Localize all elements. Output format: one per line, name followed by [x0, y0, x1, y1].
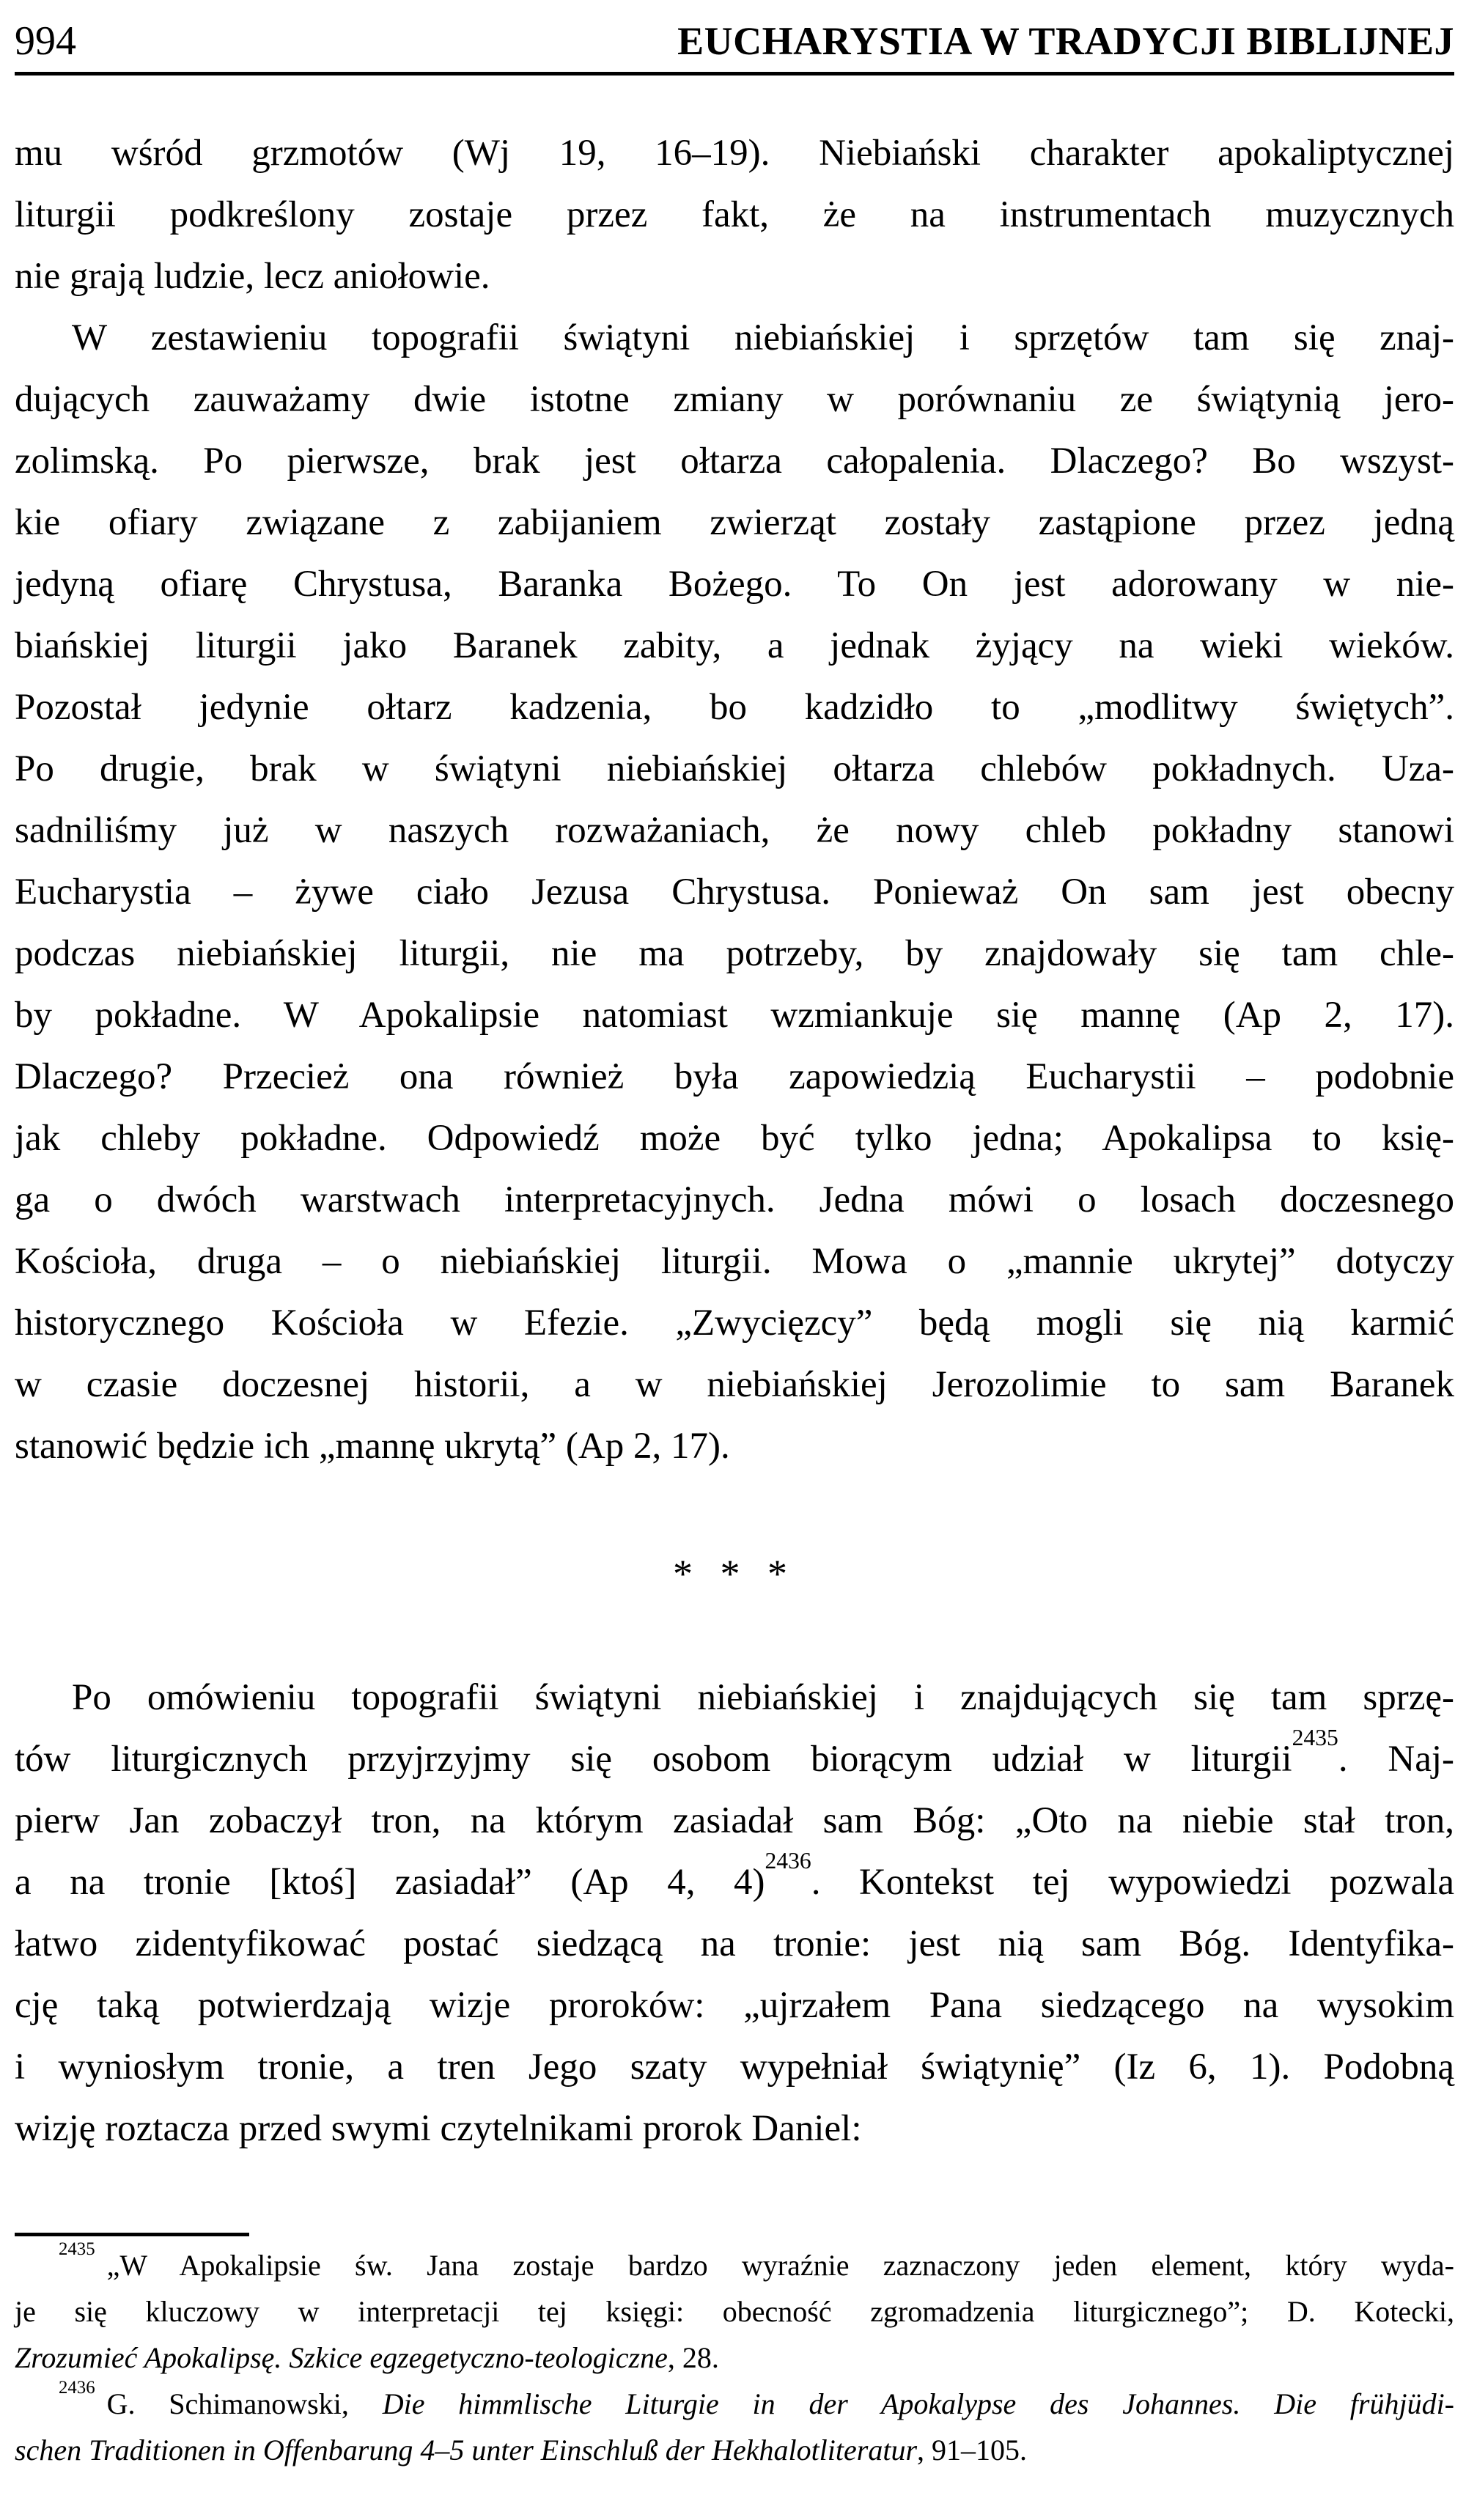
footnote-text: , 91–105. — [917, 2434, 1028, 2466]
text-line: Pozostał jedynie ołtarz kadzenia, bo kadzidło to „modlitwy świętych”. — [15, 687, 1454, 728]
text-line: stanowić będzie ich „mannę ukrytą” (Ap 2, 17). — [15, 1426, 730, 1467]
text-line: jak chleby pokładne. Odpowiedź może być tylko jedna; Apokalipsa to księ- — [15, 1118, 1454, 1159]
text-line: i wyniosłym tronie, a tren Jego szaty wypełniał świątynię” (Iz 6, 1). Podobną — [15, 2046, 1454, 2088]
text-line: cję taką potwierdzają wizje proroków: „ujrzałem Pana siedzącego na wysokim — [15, 1985, 1454, 2026]
text-line: dujących zauważamy dwie istotne zmiany w porównaniu ze świątynią jero- — [15, 379, 1454, 420]
footnotes — [15, 2239, 1455, 2473]
text-line: Po omówieniu topografii świątyni niebiańskiej i znajdujących się tam sprzę- — [72, 1677, 1454, 1718]
footnote-book-title: schen Traditionen in Offenbarung 4–5 unter Einschluß der Hekhalotliteratur — [15, 2434, 918, 2466]
text-line — [15, 1847, 1454, 1913]
text-line: zolimską. Po pierwsze, brak jest ołtarza całopalenia. Dlaczego? Bo wszyst- — [15, 441, 1454, 482]
text-line: sadniliśmy już w naszych rozważaniach, że nowy chleb pokładny stanowi — [15, 810, 1454, 851]
footnote-line — [15, 2335, 1454, 2381]
text-line: W zestawieniu topografii świątyni niebiańskiej i sprzętów tam się znaj- — [72, 317, 1454, 358]
text-segment: tów liturgicznych przyjrzyjmy się osobom biorącym udział w liturgii — [15, 1739, 1292, 1780]
text-line — [15, 1724, 1455, 1790]
text-line: Dlaczego? Przecież ona również była zapowiedzią Eucharystii – podobnie — [15, 1056, 1454, 1097]
running-title: EUCHARYSTIA W TRADYCJI BIBLIJNEJ — [677, 19, 1454, 63]
text-line: wizję roztacza przed swymi czytelnikami prorok Daniel: — [15, 2108, 862, 2149]
text-line: podczas niebiańskiej liturgii, nie ma potrzeby, by znajdowały się tam chle- — [15, 933, 1454, 974]
text-line: łatwo zidentyfikować postać siedzącą na tronie: jest nią sam Bóg. Identyfika- — [15, 1923, 1454, 1964]
body-text — [15, 122, 1454, 2159]
footnote-rule — [15, 2233, 249, 2236]
footnote-book-title: Die himmlische Liturgie in der Apokalypse des Johannes. Die frühjüdi- — [382, 2387, 1455, 2420]
text-line: Po drugie, brak w świątyni niebiańskiej ołtarza chlebów pokładnych. Uza- — [15, 748, 1454, 789]
text-line: by pokładne. W Apokalipsie natomiast wzmiankuje się mannę (Ap 2, 17). — [15, 995, 1454, 1036]
text-line: pierw Jan zobaczył tron, na którym zasiadał sam Bóg: „Oto na niebie stał tron, — [15, 1800, 1454, 1841]
footnote-ref-2436: 2436 — [765, 1847, 811, 1874]
footnote-ref-2435: 2435 — [1292, 1724, 1338, 1750]
text-line: Eucharystia – żywe ciało Jezusa Chrystusa. Ponieważ On sam jest obecny — [15, 872, 1454, 913]
text-line: mu wśród grzmotów (Wj 19, 16–19). Niebiański charakter apokaliptycznej — [15, 133, 1454, 174]
header-rule — [15, 72, 1454, 75]
footnote-number: 2436 — [59, 2378, 95, 2398]
footnote-book-title: Zrozumieć Apokalipsę. Szkice egzegetyczno-teologiczne — [15, 2341, 668, 2374]
footnote-text: G. Schimanowski, — [106, 2387, 383, 2420]
footnote-line — [15, 2378, 1455, 2427]
text-segment: . Naj- — [1338, 1739, 1455, 1780]
footnote-line — [15, 2427, 1454, 2473]
footnote-text: , 28. — [667, 2341, 719, 2374]
footnote-number: 2435 — [59, 2239, 95, 2260]
text-line: historycznego Kościoła w Efezie. „Zwycięzcy” będą mogli się nią karmić — [15, 1303, 1454, 1344]
text-line: jedyną ofiarę Chrystusa, Baranka Bożego. To On jest adorowany w nie- — [15, 564, 1454, 605]
text-line: kie ofiary związane z zabijaniem zwierząt zostały zastąpione przez jedną — [15, 502, 1454, 543]
text-line: ga o dwóch warstwach interpretacyjnych. Jedna mówi o losach doczesnego — [15, 1179, 1454, 1220]
text-line: nie grają ludzie, lecz aniołowie. — [15, 256, 490, 297]
page-header — [15, 19, 1454, 63]
text-line: w czasie doczesnej historii, a w niebiańskiej Jerozolimie to sam Baranek — [15, 1364, 1454, 1405]
section-separator: * * * — [673, 1552, 796, 1596]
footnote-2436 — [15, 2378, 1455, 2473]
text-segment: . Kontekst tej wypowiedzi pozwala — [811, 1862, 1454, 1903]
text-line: biańskiej liturgii jako Baranek zabity, a jednak żyjący na wieki wieków. — [15, 625, 1454, 666]
footnote-line: je się kluczowy w interpretacji tej księgi: obecność zgromadzenia liturgicznego”; D. Kotecki, — [15, 2295, 1454, 2328]
text-line: Kościoła, druga – o niebiańskiej liturgii. Mowa o „mannie ukrytej” dotyczy — [15, 1241, 1454, 1282]
text-segment: a na tronie [ktoś] zasiadał” (Ap 4, 4) — [15, 1862, 765, 1903]
footnote-2435 — [15, 2239, 1454, 2381]
text-line: liturgii podkreślony zostaje przez fakt, że na instrumentach muzycznych — [15, 194, 1454, 235]
footnote-line — [15, 2239, 1454, 2288]
page-number: 994 — [15, 18, 76, 64]
footnote-text: „W Apokalipsie św. Jana zostaje bardzo wyraźnie zaznaczony jeden element, który wyda- — [106, 2249, 1454, 2282]
